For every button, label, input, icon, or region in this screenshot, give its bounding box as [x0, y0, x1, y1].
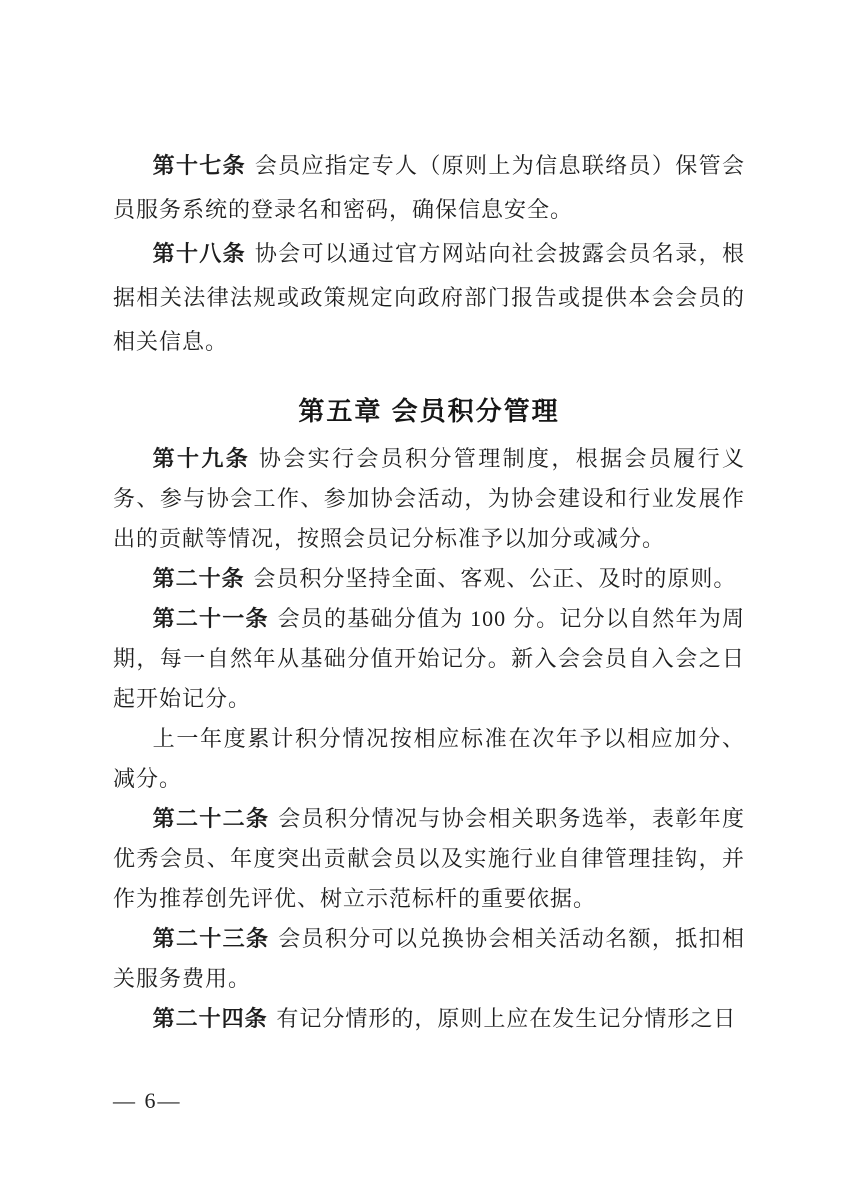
paragraph-article-24 [113, 999, 745, 1039]
paragraph-article-21 [113, 599, 745, 719]
article-22-text: 会员积分情况与协会相关职务选举，表彰年度优秀会员、年度突出贡献会员以及实施行业自律管理挂钩，并作为推荐创先评优、树立示范标杆的重要依据。 [113, 806, 745, 911]
paragraph-article-21-continuation [113, 719, 745, 799]
paragraph-article-22 [113, 799, 745, 919]
chapter-heading: 第五章 会员积分管理 [298, 396, 560, 426]
article-19-text: 协会实行会员积分管理制度，根据会员履行义务、参与协会工作、参加协会活动，为协会建设和行业发展作出的贡献等情况，按照会员记分标准予以加分或减分。 [113, 446, 745, 551]
article-21-number: 第二十一条 [152, 606, 269, 631]
page-number: — 6— [113, 1088, 182, 1113]
article-20-number: 第二十条 [152, 566, 245, 591]
paragraph-article-23 [113, 919, 745, 999]
article-21-continuation-text: 上一年度累计积分情况按相应标准在次年予以相应加分、减分。 [113, 726, 745, 791]
article-17-text: 会员应指定专人（原则上为信息联络员）保管会员服务系统的登录名和密码，确保信息安全。 [113, 153, 745, 222]
section-chapter-5-articles [113, 439, 745, 1039]
article-21-text: 会员的基础分值为 100 分。记分以自然年为周期，每一自然年从基础分值开始记分。新入会会员自入会之日起开始记分。 [113, 606, 745, 711]
article-22-number: 第二十二条 [152, 806, 270, 831]
document-content [113, 144, 745, 1039]
article-17-number: 第十七条 [152, 153, 247, 178]
article-20-text: 会员积分坚持全面、客观、公正、及时的原则。 [253, 566, 737, 591]
article-24-text: 有记分情形的，原则上应在发生记分情形之日 [276, 1006, 737, 1031]
article-18-number: 第十八条 [152, 241, 247, 266]
article-23-text: 会员积分可以兑换协会相关活动名额，抵扣相关服务费用。 [113, 926, 745, 991]
paragraph-article-17 [113, 144, 745, 232]
section-chapter-4-articles [113, 144, 745, 364]
paragraph-article-19 [113, 439, 745, 559]
article-18-text: 协会可以通过官方网站向社会披露会员名录，根据相关法律法规或政策规定向政府部门报告或提供本会会员的相关信息。 [113, 241, 745, 354]
paragraph-article-20 [113, 559, 745, 599]
article-23-number: 第二十三条 [152, 926, 270, 951]
article-24-number: 第二十四条 [152, 1006, 268, 1031]
paragraph-article-18 [113, 232, 745, 364]
article-19-number: 第十九条 [152, 446, 251, 471]
